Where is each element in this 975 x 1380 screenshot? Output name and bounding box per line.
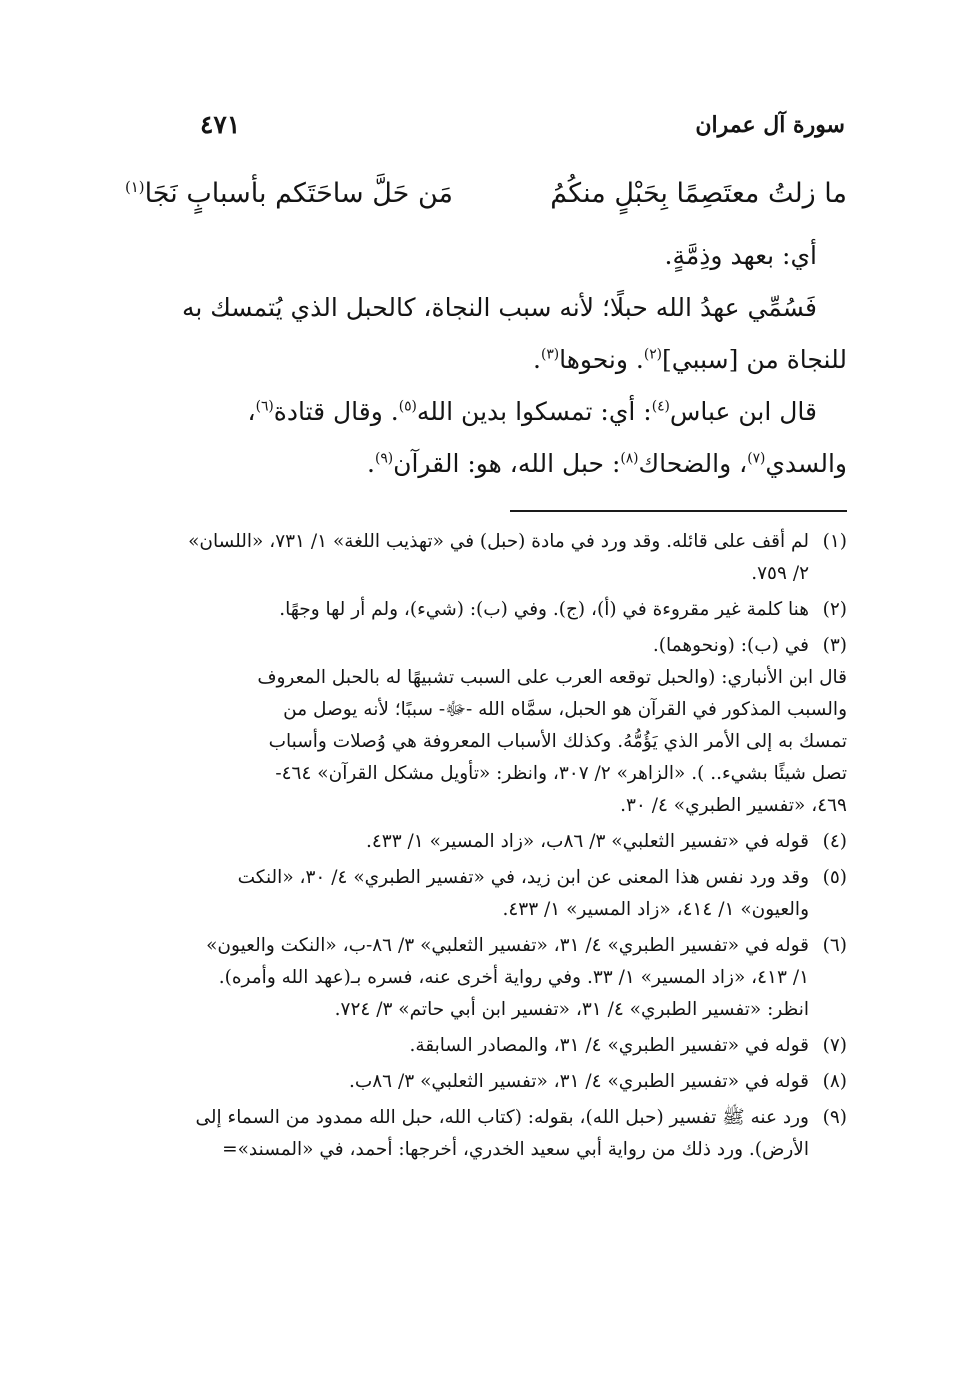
footnote-number: (٣): [822, 635, 847, 656]
page-header: [200, 112, 845, 146]
footnote-5: [128, 862, 847, 926]
paragraph-line: [125, 438, 847, 490]
footnote-line: انظر: «تفسير الطبري» ٤/ ٣١، «تفسير ابن أبي حاتم» ٣/ ٧٢٤.: [334, 999, 809, 1020]
footnote-line: ورد عنه ﷺ تفسير (حبل الله)، بقوله: (كتاب الله، حبل الله ممدود من السماء إلى: [195, 1107, 809, 1128]
text-span: ،: [247, 397, 256, 426]
text-span: قال ابن عباس: [669, 397, 817, 426]
footnote-line: قوله في «تفسير الطبري» ٤/ ٣١، والمصادر السابقة.: [409, 1035, 809, 1056]
footnotes: [128, 526, 847, 1170]
page-number: ٤٧١: [200, 110, 241, 139]
footnote-ref-8: (٨): [620, 450, 639, 467]
footnote-line: قوله في «تفسير الطبري» ٤/ ٣١، «تفسير الثعلبي» ٣/ ٨٦-ب، «النكت والعيون»: [206, 935, 809, 956]
footnote-number: (٥): [822, 867, 847, 888]
footnote-separator: [510, 510, 847, 512]
text-span: ، والضحاك: [638, 449, 748, 478]
footnote-number: (١): [822, 531, 847, 552]
text-span: للنجاة من [سببي]: [662, 345, 847, 374]
text-span: : أي: تمسكوا بدين الله: [416, 397, 652, 426]
paragraph-line: أي: بعهد وذِمَّةٍ.: [664, 241, 817, 270]
footnote-number: (٨): [822, 1071, 847, 1092]
footnote-ref-2: (٢): [643, 346, 662, 363]
footnote-8: [128, 1066, 847, 1098]
footnote-1: [128, 526, 847, 590]
text-span: .: [532, 345, 541, 374]
footnote-ref-7: (٧): [747, 450, 766, 467]
text-span: : حبل الله، هو: القرآن: [393, 449, 621, 478]
footnote-6: [128, 930, 847, 1026]
footnote-number: (٤): [822, 831, 847, 852]
verse-hemistich-first: ما زلتُ معتَصِمًا بِحَبْلٍ منكُمُ: [550, 178, 847, 209]
footnote-line: والعيون» ١/ ٤١٤، «زاد المسير» ١/ ٤٣٣.: [502, 899, 809, 920]
footnote-line: ٤٦٩، «تفسير الطبري» ٤/ ٣٠.: [620, 795, 847, 816]
footnote-2: [128, 594, 847, 626]
footnote-number: (٩): [822, 1107, 847, 1128]
footnote-ref-4: (٤): [651, 398, 670, 415]
text-span: . وقال قتادة: [273, 397, 399, 426]
verse-hemistich-second-text: مَن حَلَّ ساحَتَكم بأسبابٍ نَجَا: [144, 178, 453, 209]
footnote-line: ١/ ٤١٣، «زاد المسير» ١/ ٣٣. وفي رواية أخرى عنه، فسره بـ(عهد الله وأمره).: [218, 967, 809, 988]
footnote-line: قال ابن الأنباري: (والحبل توقعه العرب على السبب تشبيهًا له بالحبل المعروف: [257, 667, 847, 688]
footnote-line: قوله في «تفسير الطبري» ٤/ ٣١، «تفسير الثعلبي» ٣/ ٨٦ب.: [348, 1071, 809, 1092]
footnote-line: وقد ورد نفس هذا المعنى عن ابن زيد، في «تفسير الطبري» ٤/ ٣٠، «النكت: [237, 867, 809, 888]
footnote-line: تصل شيئًا بشيء.. ). «الزاهر» ٢/ ٣٠٧، وانظر: «تأويل مشكل القرآن» ٤٦٤-: [275, 763, 847, 784]
poetry-verse: [125, 178, 847, 230]
text-span: والسدي: [765, 449, 847, 478]
running-title: سورة آل عمران: [695, 112, 845, 138]
footnote-line: في (ب): (ونحوهما).: [652, 635, 809, 656]
footnote-line: والسبب المذكور في القرآن هو الحبل، سمَّاه الله -ﷻ- سببًا؛ لأنه يوصل من: [283, 699, 847, 720]
footnote-ref-6: (٦): [255, 398, 274, 415]
footnote-ref-5: (٥): [398, 398, 417, 415]
footnote-3: [128, 630, 847, 822]
footnote-ref-1: (١): [125, 178, 145, 196]
footnote-line: الأرض). ورد ذلك من رواية أبي سعيد الخدري، أخرجها: أحمد، في «المسند»=: [222, 1139, 809, 1160]
footnote-ref-9: (٩): [374, 450, 394, 467]
footnote-number: (٧): [822, 1035, 847, 1056]
footnote-ref-3: (٣): [540, 346, 560, 363]
footnote-line: قوله في «تفسير الثعلبي» ٣/ ٨٦ب، «زاد المسير» ١/ ٤٣٣.: [365, 831, 809, 852]
footnote-4: [128, 826, 847, 858]
footnote-number: (٢): [822, 599, 847, 620]
main-text: [125, 178, 847, 490]
paragraph-line: [125, 334, 847, 386]
paragraph-line: فَسُمِّي عهدُ الله حبلًا؛ لأنه سبب النجاة، كالحبل الذي يُتمسك به: [181, 293, 817, 322]
verse-hemistich-second: [125, 178, 453, 209]
text-span: .: [366, 449, 375, 478]
footnote-line: تمسك به إلى الأمر الذي يَؤُمُّهُ. وكذلك الأسباب المعروفة هي وُصلات وأسباب: [268, 731, 847, 752]
footnote-line: لم أقف على قائله. وقد ورد في مادة (حبل) في «تهذيب اللغة» ١/ ٧٣١، «اللسان»: [188, 531, 809, 552]
text-span: . ونحوها: [559, 345, 644, 374]
paragraph-line: [125, 386, 847, 438]
footnote-7: [128, 1030, 847, 1062]
footnote-line: هنا كلمة غير مقروءة في (أ)، (ج). وفي (ب): (شيء)، ولم أر لها وجهًا.: [279, 599, 809, 620]
footnote-number: (٦): [822, 935, 847, 956]
footnote-line: ٢/ ٧٥٩.: [751, 563, 809, 584]
footnote-9: [128, 1102, 847, 1166]
